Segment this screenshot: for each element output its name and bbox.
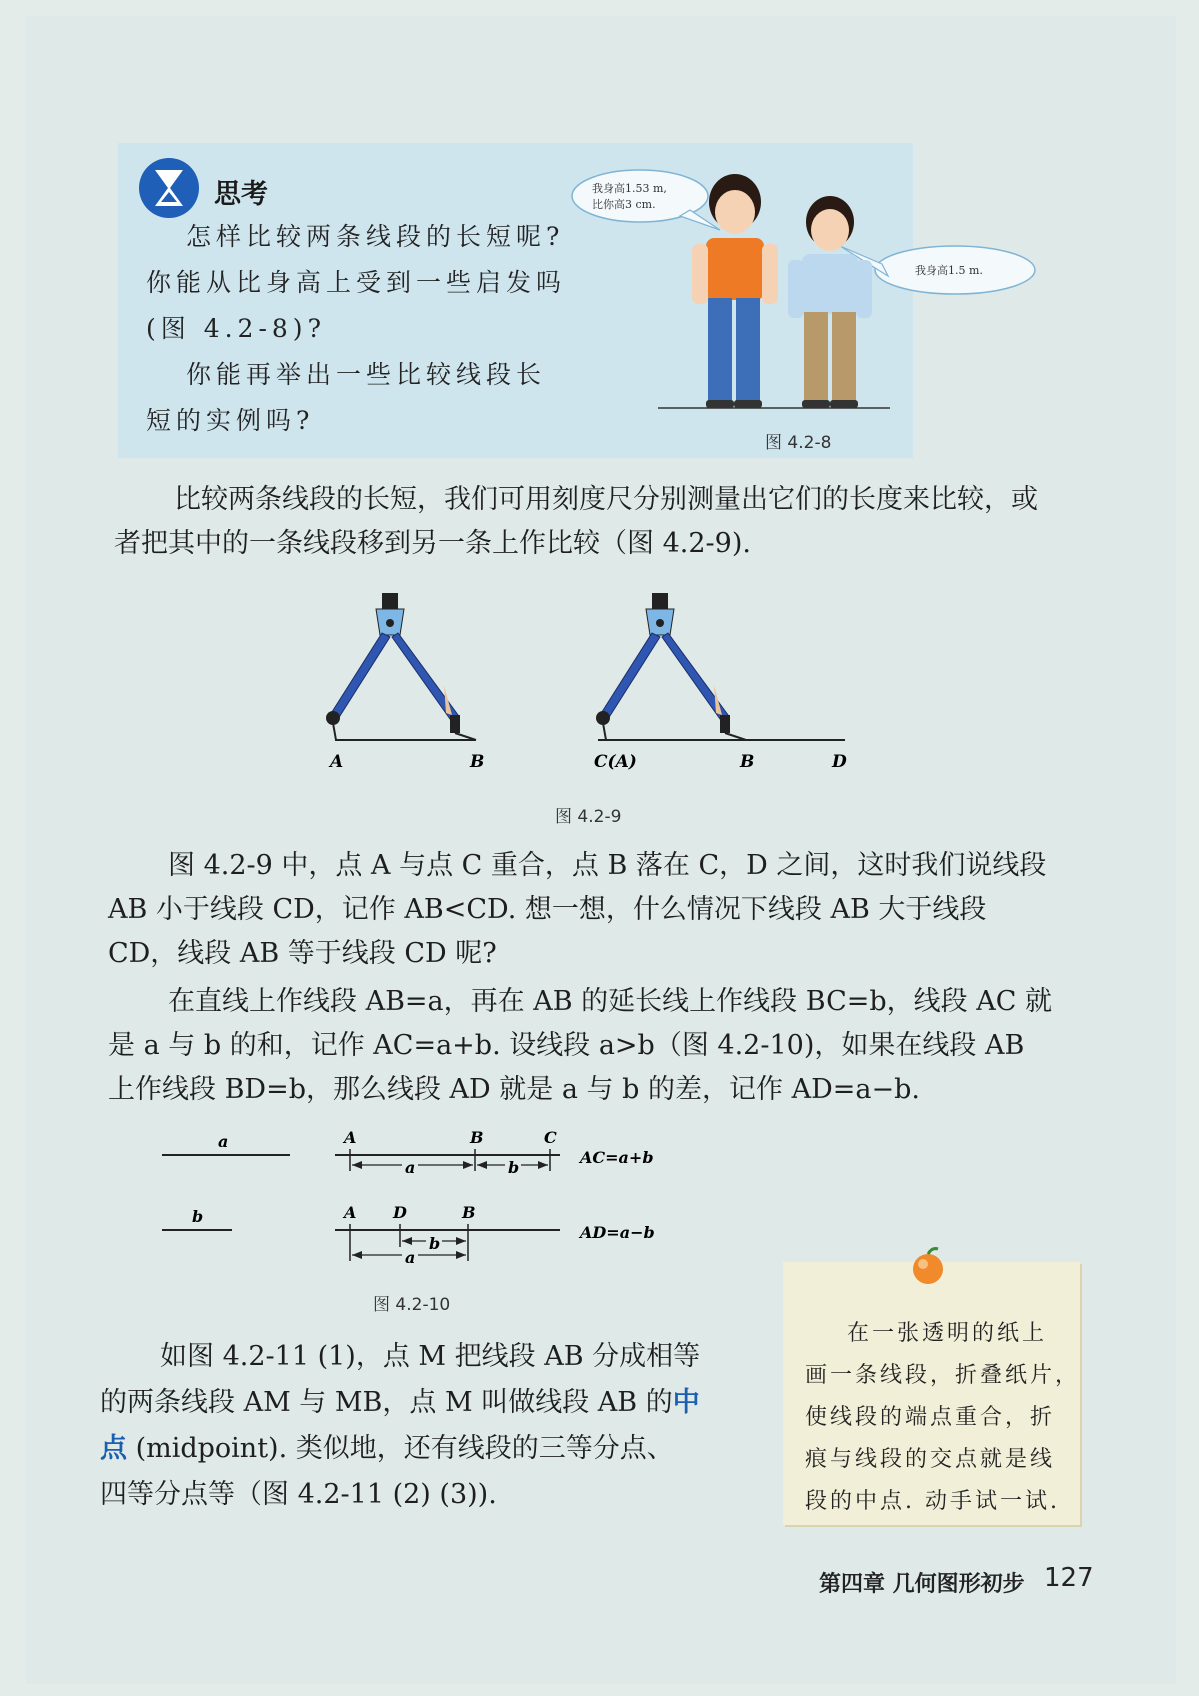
- boy-orange-shirt: [692, 174, 778, 408]
- figure-4-2-10: [150, 1125, 710, 1275]
- dimension-label-a: a: [405, 1158, 416, 1177]
- think-title: 思考: [214, 179, 268, 210]
- point-label-A: A: [344, 1128, 357, 1147]
- think-line: 怎样比较两条线段的长短呢?: [186, 222, 565, 251]
- segment-label-a: a: [218, 1132, 229, 1151]
- point-label-D: D: [832, 752, 847, 772]
- paragraph-line: 比较两条线段的长短，我们可用刻度尺分别测量出它们的长度来比较，或: [174, 484, 1038, 515]
- point-label-B: B: [740, 752, 755, 772]
- point-label-C-A: C(A): [594, 752, 637, 772]
- paragraph-line: 在直线上作线段 AB=a，再在 AB 的延长线上作线段 BC=b，线段 AC 就: [168, 986, 1052, 1017]
- paragraph-text: (midpoint). 类似地，还有线段的三等分点、: [127, 1433, 674, 1464]
- hourglass-icon: [137, 156, 201, 220]
- paragraph-line: 如图 4.2-11 (1)，点 M 把线段 AB 分成相等: [160, 1341, 701, 1372]
- figure-caption: 图 4.2-10: [373, 1295, 451, 1315]
- note-line: 画一条线段，折叠纸片，: [805, 1363, 1081, 1388]
- formula-difference: AD=a−b: [580, 1223, 655, 1242]
- point-label-A: A: [344, 1203, 357, 1222]
- paragraph-line: 图 4.2-9 中，点 A 与点 C 重合，点 B 落在 C，D 之间，这时我们说线段: [168, 850, 1047, 881]
- note-line: 使线段的端点重合，折: [805, 1405, 1056, 1430]
- compass-right: [596, 593, 845, 740]
- point-label-C: C: [544, 1128, 557, 1147]
- page-number: 127: [1044, 1563, 1094, 1593]
- paragraph-line: 是 a 与 b 的和，记作 AC=a+b. 设线段 a>b（图 4.2-10)，如果在线段 AB: [108, 1030, 1025, 1061]
- point-label-B: B: [462, 1203, 476, 1222]
- formula-sum: AC=a+b: [580, 1148, 654, 1167]
- dimension-label-a: a: [405, 1248, 416, 1267]
- orange-ball-icon: [908, 1245, 948, 1289]
- point-label-A: A: [330, 752, 344, 772]
- paragraph-line: CD，线段 AB 等于线段 CD 呢?: [108, 938, 497, 969]
- bubble-text: 我身高1.5 m.: [915, 264, 983, 277]
- figure-4-2-8: [570, 160, 1040, 420]
- dimension-label-b: b: [429, 1234, 441, 1253]
- paragraph-line: 者把其中的一条线段移到另一条上作比较（图 4.2-9).: [114, 528, 751, 559]
- point-label-B: B: [470, 1128, 484, 1147]
- point-label-D: D: [393, 1203, 407, 1222]
- note-line: 段的中点. 动手试一试.: [805, 1489, 1060, 1514]
- bubble-text: 我身高1.53 m,: [592, 182, 667, 195]
- think-line: (图 4.2-8)?: [146, 314, 326, 343]
- note-line: 在一张透明的纸上: [847, 1321, 1048, 1346]
- think-line: 短的实例吗?: [146, 406, 315, 435]
- paragraph-line: 上作线段 BD=b，那么线段 AD 就是 a 与 b 的差，记作 AD=a−b.: [108, 1074, 920, 1105]
- dimension-label-b: b: [508, 1158, 520, 1177]
- term-midpoint: 点: [100, 1433, 127, 1464]
- point-label-B: B: [470, 752, 485, 772]
- segment-label-b: b: [192, 1207, 204, 1226]
- paragraph-text: 的两条线段 AM 与 MB，点 M 叫做线段 AB 的: [100, 1387, 673, 1418]
- boy-blue-shirt: [788, 196, 872, 408]
- think-line: 你能再举出一些比较线段长: [186, 360, 547, 389]
- figure-caption: 图 4.2-9: [555, 807, 622, 827]
- think-line: 你能从比身高上受到一些启发吗: [146, 268, 567, 297]
- compass-left: [326, 593, 476, 740]
- term-midpoint: 中: [672, 1387, 700, 1418]
- note-line: 痕与线段的交点就是线: [805, 1447, 1056, 1472]
- paragraph-line: [100, 1389, 700, 1416]
- figure-caption: 图 4.2-8: [765, 433, 832, 453]
- paragraph-line: 四等分点等（图 4.2-11 (2) (3)).: [100, 1479, 497, 1510]
- paragraph-line: [100, 1435, 674, 1462]
- figure-4-2-9: [300, 585, 860, 785]
- bubble-text: 比你高3 cm.: [592, 198, 656, 211]
- chapter-title: 第四章 几何图形初步: [819, 1572, 1025, 1597]
- paragraph-line: AB 小于线段 CD，记作 AB<CD. 想一想，什么情况下线段 AB 大于线段: [108, 894, 987, 925]
